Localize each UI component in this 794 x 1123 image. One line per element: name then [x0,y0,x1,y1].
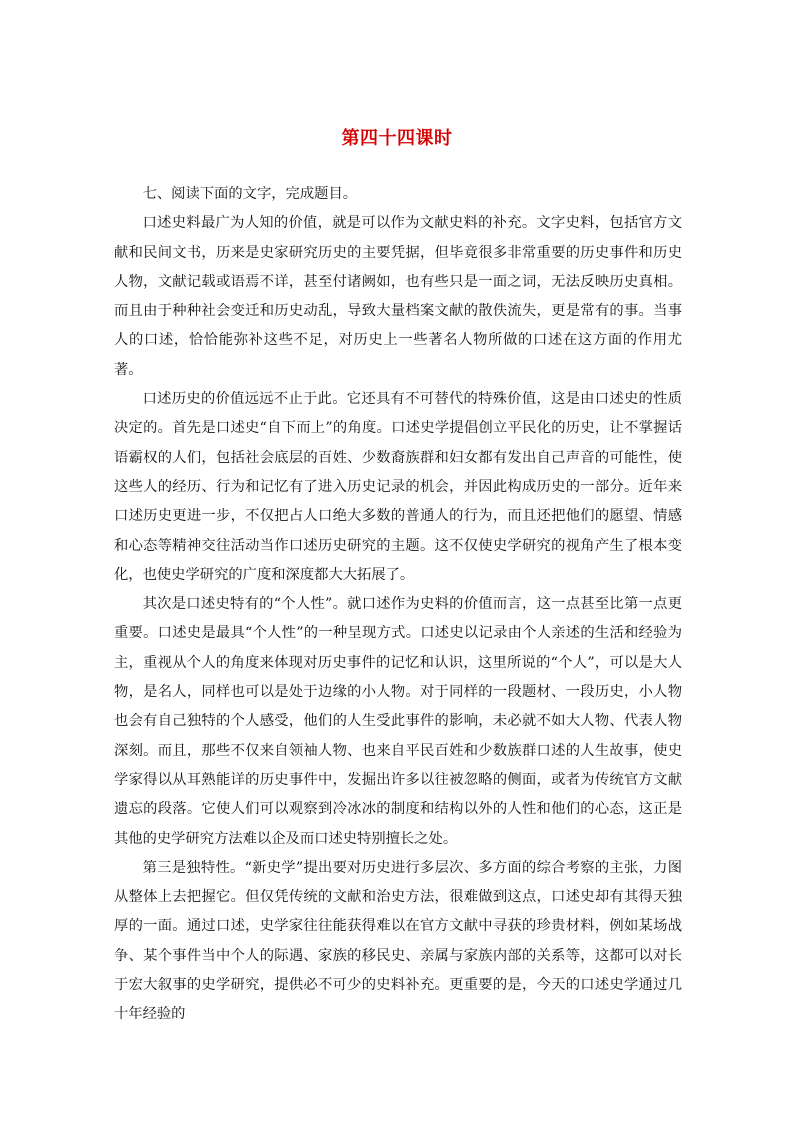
paragraph: 第三是独特性。“新史学”提出要对历史进行多层次、多方面的综合考察的主张，力图从整体上去把握它。但仅凭传统的文献和治史方法，很难做到这点，口述史却有其得天独厚的一面。通过口述，史学家往往能获得难以在官方文献中寻获的珍贵材料，例如某场战争、某个事件当中个人的际遇、家族的移民史、亲属与家族内部的关系等，这都可以对长于宏大叙事的史学研究，提供必不可少的史料补充。更重要的是，今天的口述史学通过几十年经验的 [114,859,682,1023]
page-title: 第四十四课时 [341,128,453,149]
question-prompt: 七、阅读下面的文字，完成题目。 [142,186,358,202]
document-body [114,180,682,1030]
paragraph: 口述历史的价值远远不止于此。它还具有不可替代的特殊价值，这是由口述史的性质决定的。首先是口述史“自下而上”的角度。口述史学提倡创立平民化的历史，让不掌握话语霸权的人们，包括社会底层的百姓、少数裔族群和妇女都有发出自己声音的可能性，使这些人的经历、行为和记忆有了进入历史记录的机会，并因此构成历史的一部分。近年来口述历史更进一步，不仅把占人口绝大多数的普通人的行为，而且还把他们的愿望、情感和心态等精神交往活动当作口述历史研究的主题。这不仅使史学研究的视角产生了根本变化，也使史学研究的广度和深度都大大拓展了。 [114,391,682,583]
paragraph: 其次是口述史特有的“个人性”。就口述作为史料的价值而言，这一点甚至比第一点更重要。口述史是最具“个人性”的一种呈现方式。口述史以记录由个人亲述的生活和经验为主，重视从个人的角度来体现对历史事件的记忆和认识，这里所说的“个人”，可以是大人物，是名人，同样也可以是处于边缘的小人物。对于同样的一段题材、一段历史，小人物也会有自己独特的个人感受，他们的人生受此事件的影响，未必就不如大人物、代表人物深刻。而且，那些不仅来自领袖人物、也来自平民百姓和少数族群口述的人生故事，使史学家得以从耳熟能详的历史事件中，发掘出许多以往被忽略的侧面，或者为传统官方文献遗忘的段落。它使人们可以观察到冷冰冰的制度和结构以外的人性和他们的心态，这正是其他的史学研究方法难以企及而口述史特别擅长之处。 [114,596,682,847]
paragraph: 口述史料最广为人知的价值，就是可以作为文献史料的补充。文字史料，包括官方文献和民间文书，历来是史家研究历史的主要凭据，但毕竟很多非常重要的历史事件和历史人物，文献记载或语焉不详，甚至付诸阙如，也有些只是一面之词，无法反映历史真相。而且由于种种社会变迁和历史动乱，导致大量档案文献的散佚流失，更是常有的事。当事人的口述，恰恰能弥补这些不足，对历史上一些著名人物所做的口述在这方面的作用尤著。 [114,215,682,378]
